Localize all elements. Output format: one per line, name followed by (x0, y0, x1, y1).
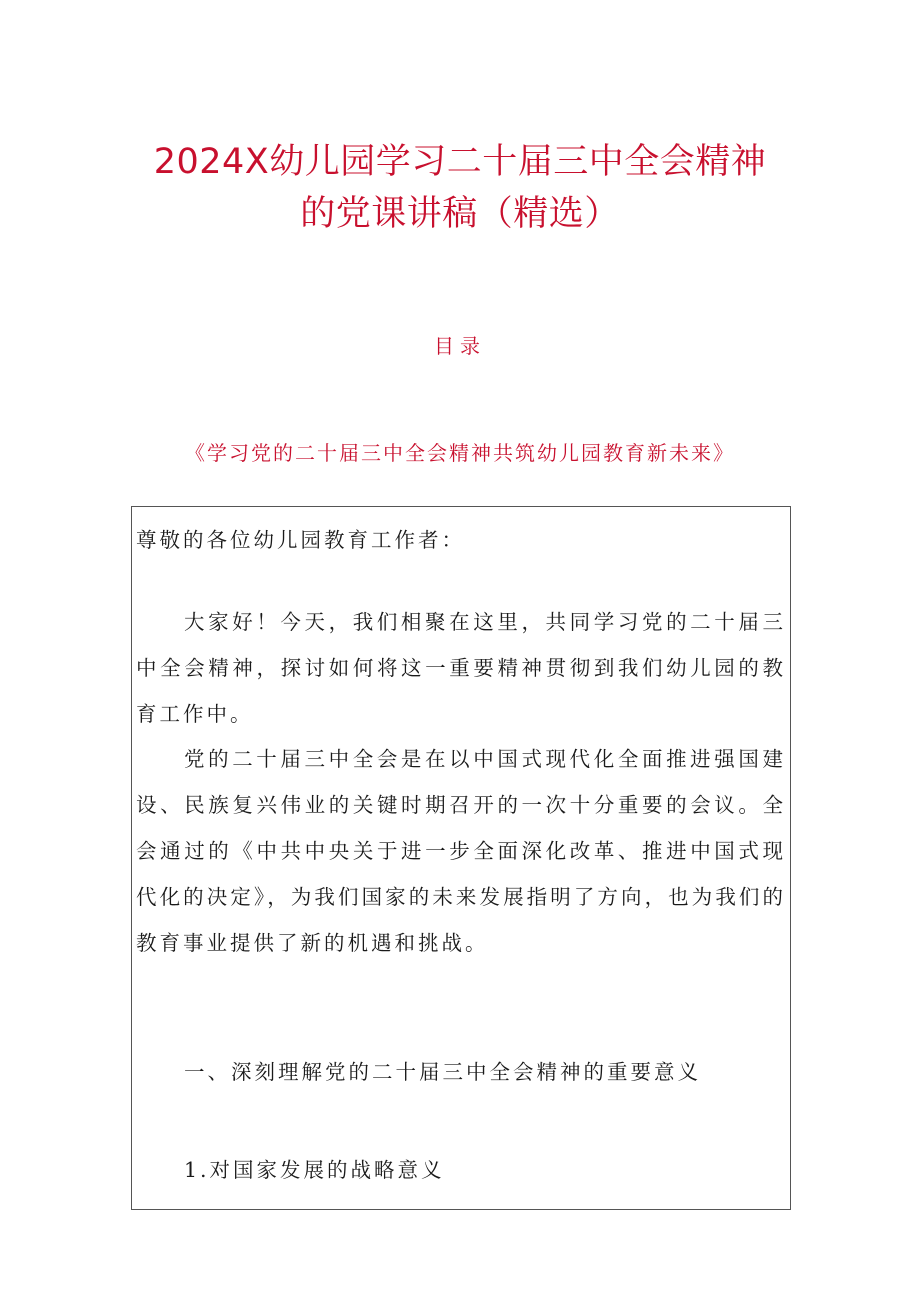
title-line-2: 的党课讲稿（精选） (300, 194, 620, 234)
toc-label: 目录 (434, 334, 486, 358)
subsection-heading: 1.对国家发展的战略意义 (184, 1158, 445, 1182)
paragraph-2: 党的二十届三中全会是在以中国式现代化全面推进强国建设、民族复兴伟业的关键时期召开的一次十分重要的会议。全会通过的《中共中央关于进一步全面深化改革、推进中国式现代化的决定》，为我们国家的未来发展指明了方向，也为我们的教育事业提供了新的机遇和挑战。 (136, 747, 786, 955)
section-heading: 一、深刻理解党的二十届三中全会精神的重要意义 (184, 1060, 701, 1084)
content-box (131, 506, 791, 1210)
title-line-1: 2024X幼儿园学习二十届三中全会精神 (153, 142, 767, 182)
paragraph-1: 大家好！今天，我们相聚在这里，共同学习党的二十届三中全会精神，探讨如何将这一重要精神贯彻到我们幼儿园的教育工作中。 (136, 610, 786, 726)
toc-item: 《学习党的二十届三中全会精神共筑幼儿园教育新未来》 (185, 441, 735, 465)
document-title (0, 136, 920, 240)
salutation: 尊敬的各位幼儿园教育工作者： (136, 528, 465, 552)
